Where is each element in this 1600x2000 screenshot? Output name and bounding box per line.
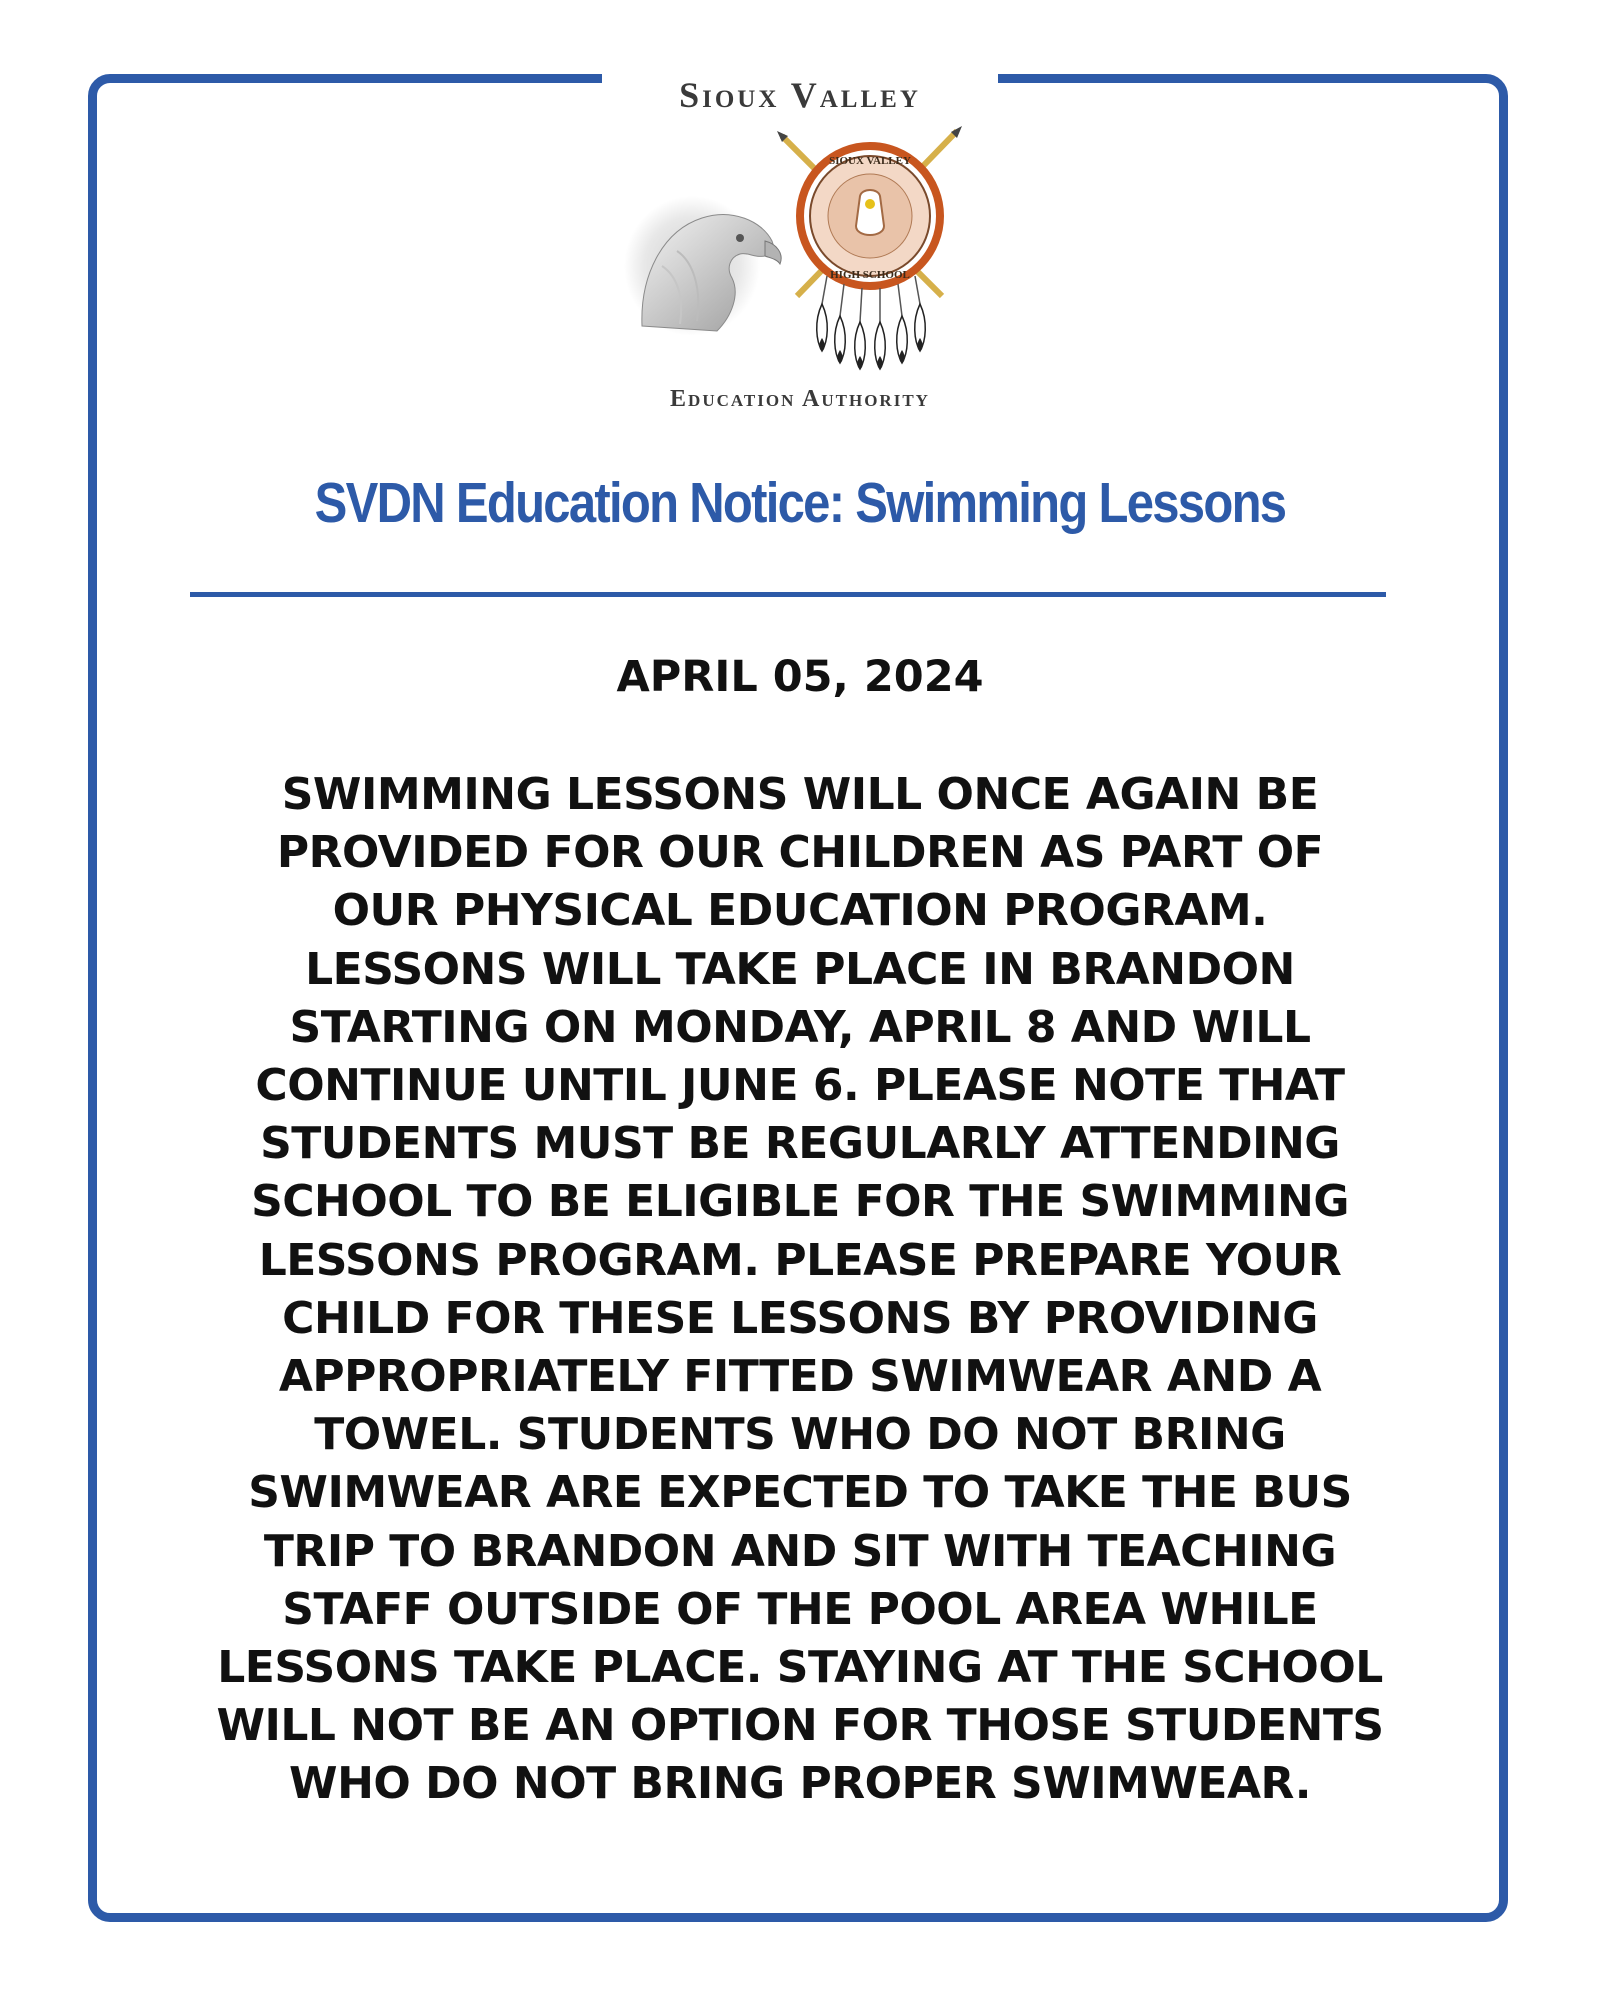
body-line: LESSONS WILL TAKE PLACE IN BRANDON <box>305 943 1295 995</box>
body-line: TOWEL. STUDENTS WHO DO NOT BRING <box>314 1409 1286 1461</box>
body-line: PROVIDED FOR OUR CHILDREN AS PART OF <box>276 827 1324 879</box>
seal-top-text: SIOUX VALLEY <box>829 155 911 167</box>
sioux-valley-logo <box>602 44 998 416</box>
logo-bottom-text: Education Authority <box>670 386 930 412</box>
body-line: STUDENTS MUST BE REGULARLY ATTENDING <box>260 1118 1340 1170</box>
body-line: WILL NOT BE AN OPTION FOR THOSE STUDENTS <box>216 1700 1384 1752</box>
body-line: APPROPRIATELY FITTED SWIMWEAR AND A <box>278 1351 1322 1403</box>
body-line: SCHOOL TO BE ELIGIBLE FOR THE SWIMMING <box>251 1176 1349 1228</box>
notice-date: APRIL 05, 2024 <box>616 652 984 702</box>
body-line: STAFF OUTSIDE OF THE POOL AREA WHILE <box>282 1583 1318 1635</box>
seal-bottom-text: HIGH SCHOOL <box>830 269 910 281</box>
body-line: SWIMWEAR ARE EXPECTED TO TAKE THE BUS <box>248 1467 1352 1519</box>
logo-artwork <box>622 126 982 386</box>
body-line: STARTING ON MONDAY, APRIL 8 AND WILL <box>289 1001 1311 1053</box>
dreamcatcher-seal-icon <box>777 126 962 369</box>
body-line: WHO DO NOT BRING PROPER SWIMWEAR. <box>289 1758 1311 1810</box>
eagle-icon <box>624 196 781 336</box>
body-line: SWIMMING LESSONS WILL ONCE AGAIN BE <box>281 769 1319 820</box>
notice-title: SVDN Education Notice: Swimming Lessons <box>314 471 1286 535</box>
body-line: LESSONS TAKE PLACE. STAYING AT THE SCHOOL <box>217 1642 1383 1694</box>
body-line: CONTINUE UNTIL JUNE 6. PLEASE NOTE THAT <box>255 1060 1345 1112</box>
body-line: OUR PHYSICAL EDUCATION PROGRAM. <box>332 885 1268 937</box>
body-line: LESSONS PROGRAM. PLEASE PREPARE YOUR <box>258 1234 1342 1286</box>
logo-top-text: Sioux Valley <box>679 75 921 115</box>
title-divider <box>190 592 1386 597</box>
notice-body <box>120 766 1480 1814</box>
body-line: TRIP TO BRANDON AND SIT WITH TEACHING <box>263 1525 1337 1577</box>
body-line: CHILD FOR THESE LESSONS BY PROVIDING <box>282 1292 1318 1344</box>
